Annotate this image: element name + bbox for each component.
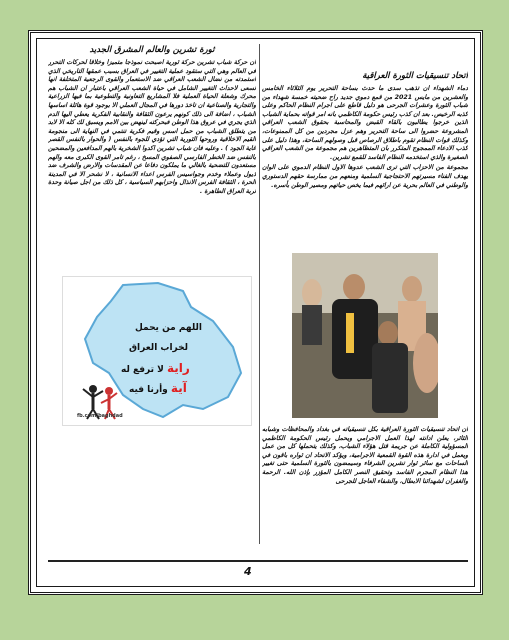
left-article-title: ثورة تشرين والعالم المشرق الجديد [89, 45, 215, 55]
right-column-lower [262, 426, 468, 546]
poster-watermark: fb.com/baghdad [77, 413, 123, 419]
poster-line-1: اللهم من يحمل [135, 323, 203, 333]
column-divider [259, 44, 260, 544]
bottom-rule [48, 560, 468, 562]
right-article-lower: ان اتحاد تنسيقيات الثورة العراقية بكل تنسيقياته في بغداد والمحافظات وشبابه الثائر، يعلن ادانته لهذا العمل الاجرامي ويحمل رئيس الحكومة الكاظمي المسؤولية الكاملة عن جريمة قتل هؤلاء الشباب، وكذلك يتحملها كل من عمل ويعمل في ادارة هذه القوة القمعية الاجرامية، ويؤكد الاتحاد ان ثواره باقون في الساحات مع سائر ثوار تشرين الشرفاء وسيمضون بالثورة السلمية حتى تغيير هذا النظام المجرم الفاسد وتحقيق النصر الكامل المؤزر بإذن الله. الرحمة والغفران لشهدائنا الابطال، والشفاء العاجل للجرحى [262, 426, 468, 485]
poster-line-2: لخراب العراق [129, 343, 189, 353]
poster-line-4-emph: آية [170, 381, 187, 395]
left-article-body: ان حركة شباب تشرين حركة ثورية اصبحت نموذجا متميزا وخلاقا لحركات التحرر في العالم وهي التي ستقود عملية التغيير في العراق بسبب عمقها التاريخي الذي استمدته من نضال الشعب العراقي ضد الاستعمار والقوى الرجعية المتخلفة انها تسعى لاحداث التغيير الشامل في حياة الشعب العراقي باعتبار ان الشباب هم محرك وشعلة الحياة العملية فلا المشاريع التعاونية والتطوعية بما فيها الزراعية والتجارية والصناعية ان تاخذ دورها في المجال العملي الا بوجود قوة هائلة اساسها الشباب ، اضافة الى ذلك كونهم يرعون الثقافة والنقابية الفكرية يعطي اليها الدم الذي يجري في عروق هذا الوطن فبحركته لينهض بين الامم ويسبق لك كله الا لابد من يتطلق الشباب من حمل اسس وقيم فكرية تنتمي في النهاية الى منجومة القيم الاخلاقية وروحها الثورية التي تؤدي للجوء بالنفس ( والحوار بالنفس القصر غاية الجود ) . وعليه فان شباب تشرين اكدوا الشخرية بالهم المدافعين والمضحين بالنفس ضد الخطر الفارسي الصفوي المسخ ، رغم تامر القوى الكبرى معه والهم مستعدون للتضحية بالغالي ما يملكون دفاعا عن المقدسات والارض والشرف ضد ذيول وعملاء وخدم وجواسيس الفرس اعداء الانسانية ، لا نشحر الا في المدينة الحرة ، الثقافة الفرس الانذال واحزابهم السياسية ، كل ذلك من اجل صيانة وحدة تربة العراق الطاهرة . [48, 59, 256, 195]
poster-line-3-text: لا ترفع له [121, 365, 164, 375]
left-column [48, 44, 256, 274]
poster-line-4 [129, 381, 187, 395]
protest-photo [292, 253, 438, 418]
right-article-body-2: مجموعة من الاحزاب التي ترى الشعب عدوها الاول النظام الدموي على الوان يهدف الفناء مسيرتهم الاحتجاجية السلمية ومنعهم من ممارسة حقهم الدستوري والوطني في العالم بحرية عن ارائهم فيما يخص حياتهم ومصير الوطن بأسره. [262, 164, 468, 189]
poster-line-4-text: وأرنا فيه [129, 385, 168, 395]
poster-line-3-emph: راية [166, 361, 190, 375]
right-column [262, 70, 468, 276]
iraq-map-poster [62, 276, 252, 426]
right-article-title: اتحاد تنسيقيات الثورة العراقية [362, 71, 468, 81]
poster-line-3 [121, 361, 190, 375]
protest-photo-illustration [292, 253, 438, 418]
page-number: 4 [244, 565, 252, 578]
right-article-body: دماء الشهداء ان تذهب سدى ما حدث بساحة التحرير يوم الثلاثاء الخامس والعشرين من مايس 2021 من قمع دموي جديد راح ضحيته خمسة شهداء من شباب الثورة وعشرات الجرحى هو دليل قاطع على اجرام النظام الحاكم وعلى كذبه الرخيص. بعد ان كذب رئيس حكومة الكاظمي بانه امر قواته بحماية الشباب الذين خرجوا يطالبون بالقاء القبض والمحاسبة بحقوق الشعب العراقي المشروعة حضروا الى ساحة التحرير وهم عزل مجردين من كل الممنوعات، وكذلك قوات النظام تقوم باطلاق الرصاص قبل وصولهم الساحة، وهذا دليل على كذب الادعاء الممجوج المتكرر بان المتظاهرين هم مجموعة من الشعب العراقي الصغيرة والذي استخدمه النظام الفاسد للقمع تشرين. [262, 85, 468, 161]
